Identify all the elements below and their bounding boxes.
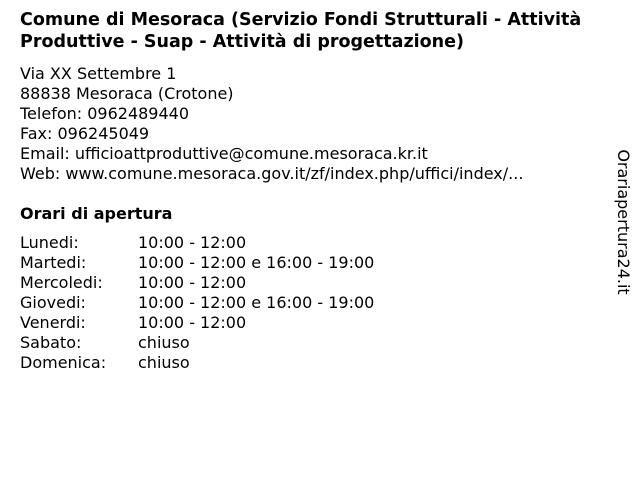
day-label: Martedi: [20, 253, 87, 272]
day-label: Venerdi: [20, 313, 86, 332]
city-address: 88838 Mesoraca (Crotone) [20, 84, 234, 103]
day-label: Giovedi: [20, 293, 86, 312]
website-url: Web: www.comune.mesoraca.gov.it/zf/index.php/uffici/index/... [20, 164, 524, 183]
time-value: 10:00 - 12:00 [138, 313, 247, 332]
time-value: 10:00 - 12:00 e 16:00 - 19:00 [138, 253, 375, 272]
time-value: 10:00 - 12:00 [138, 233, 247, 252]
day-label: Domenica: [20, 353, 107, 372]
time-value: chiuso [138, 353, 190, 372]
time-value: 10:00 - 12:00 e 16:00 - 19:00 [138, 293, 375, 312]
page-title: Comune di Mesoraca (Servizio Fondi Strutturali - Attività Produttive - Suap - Attività di progettazione) [20, 10, 582, 52]
time-value: 10:00 - 12:00 [138, 273, 247, 292]
street-address: Via XX Settembre 1 [20, 64, 177, 83]
hours-heading: Orari di apertura [20, 204, 173, 223]
phone-number: Telefon: 0962489440 [20, 104, 190, 123]
time-value: chiuso [138, 333, 190, 352]
fax-number: Fax: 096245049 [20, 124, 150, 143]
day-label: Mercoledi: [20, 273, 103, 292]
address-block [20, 64, 523, 184]
day-label: Lunedi: [20, 233, 79, 252]
day-label: Sabato: [20, 333, 82, 352]
email-address: Email: ufficioattproduttive@comune.mesoraca.kr.it [20, 144, 428, 163]
site-watermark: Orariapertura24.it [614, 149, 633, 295]
